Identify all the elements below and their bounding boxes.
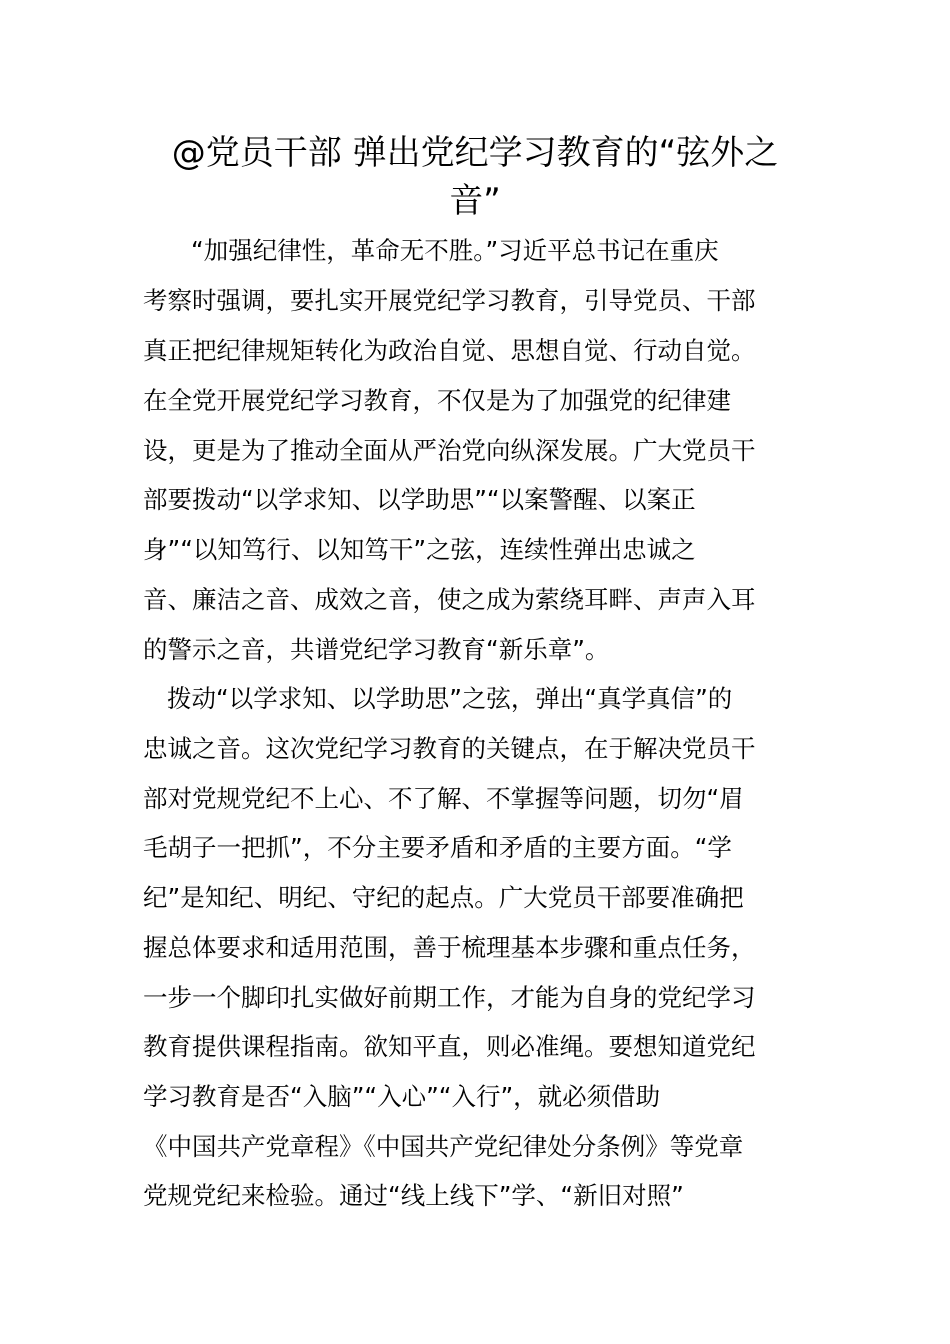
document-title-line-2: 音”	[449, 181, 501, 221]
body-line-19: 《中国共产党章程》《中国共产党纪律处分条例》等党章	[143, 1132, 744, 1161]
body-line-6: 部要拨动“以学求知、以学助思”“以案警醒、以案正	[143, 485, 696, 514]
body-line-15: 握总体要求和适用范围，善于梳理基本步骤和重点任务，	[143, 933, 756, 962]
body-line-16: 一步一个脚印扎实做好前期工作，才能为自身的党纪学习	[143, 983, 756, 1012]
body-line-1: “加强纪律性，革命无不胜。”习近平总书记在重庆	[191, 236, 719, 265]
body-line-10: 拨动“以学求知、以学助思”之弦，弹出“真学真信”的	[167, 684, 733, 713]
body-line-4: 在全党开展党纪学习教育，不仅是为了加强党的纪律建	[143, 386, 731, 415]
body-line-20: 党规党纪来检验。通过“线上线下”学、“新旧对照”	[143, 1181, 684, 1210]
body-line-9: 的警示之音，共谱党纪学习教育“新乐章”。	[143, 635, 610, 664]
body-line-17: 教育提供课程指南。欲知平直，则必准绳。要想知道党纪	[143, 1032, 756, 1061]
body-line-5: 设，更是为了推动全面从严治党向纵深发展。广大党员干	[143, 436, 756, 465]
body-line-2: 考察时强调，要扎实开展党纪学习教育，引导党员、干部	[143, 286, 756, 315]
body-line-13: 毛胡子一把抓”，不分主要矛盾和矛盾的主要方面。“学	[143, 833, 732, 862]
body-line-14: 纪”是知纪、明纪、守纪的起点。广大党员干部要准确把	[143, 883, 744, 912]
body-line-11: 忠诚之音。这次党纪学习教育的关键点，在于解决党员干	[143, 734, 756, 763]
document-title-line-1: @党员干部 弹出党纪学习教育的“弦外之	[171, 133, 779, 173]
body-line-12: 部对党规党纪不上心、不了解、不掌握等问题，切勿“眉	[143, 784, 744, 813]
body-line-8: 音、廉洁之音、成效之音，使之成为萦绕耳畔、声声入耳	[143, 585, 756, 614]
body-line-3: 真正把纪律规矩转化为政治自觉、思想自觉、行动自觉。	[143, 336, 756, 365]
body-line-7: 身”“以知笃行、以知笃干”之弦，连续性弹出忠诚之	[143, 535, 696, 564]
body-line-18: 学习教育是否“入脑”“入心”“入行”，就必须借助	[143, 1082, 661, 1111]
